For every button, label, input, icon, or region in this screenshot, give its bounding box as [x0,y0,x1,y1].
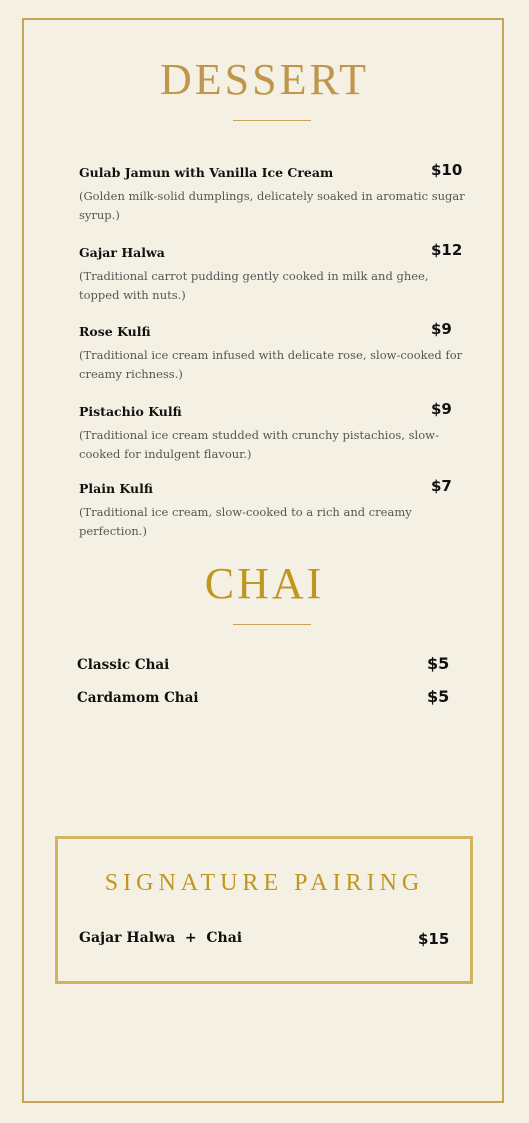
item-price: $9 [431,400,452,418]
item-price: $5 [427,654,450,673]
item-price: $10 [431,161,463,179]
item-name: Rose Kulfi [79,324,151,339]
chai-divider [233,624,311,625]
item-name: Cardamom Chai [77,690,199,706]
item-price: $7 [431,477,452,495]
item-name: Gulab Jamun with Vanilla Ice Cream [79,165,334,180]
item-price: $5 [427,687,450,706]
dessert-divider [233,120,311,121]
signature-pairing-box [55,836,473,984]
item-description: (Traditional ice cream infused with delicate rose, slow-cooked for creamy richness.) [79,348,463,381]
item-description: (Traditional ice cream, slow-cooked to a rich and creamy perfection.) [79,505,412,538]
item-price: $9 [431,320,452,338]
item-price: $12 [431,241,463,259]
item-name: Gajar Halwa [79,245,165,260]
pairing-price: $15 [418,930,450,948]
signature-pairing-heading: SIGNATURE PAIRING [104,870,425,896]
item-description: (Golden milk-solid dumplings, delicately soaked in aromatic sugar syrup.) [79,189,465,222]
item-name: Pistachio Kulfi [79,404,182,419]
item-name: Classic Chai [77,657,170,673]
pairing-name: Gajar Halwa + Chai [79,930,243,946]
item-name: Plain Kulfi [79,481,153,496]
dessert-heading: DESSERT [159,55,370,104]
item-description: (Traditional ice cream studded with crunchy pistachios, slow-cooked for indulgent flavour.) [79,428,439,461]
chai-heading: CHAI [204,559,325,608]
item-description: (Traditional carrot pudding gently cooked in milk and ghee, topped with nuts.) [79,269,429,302]
